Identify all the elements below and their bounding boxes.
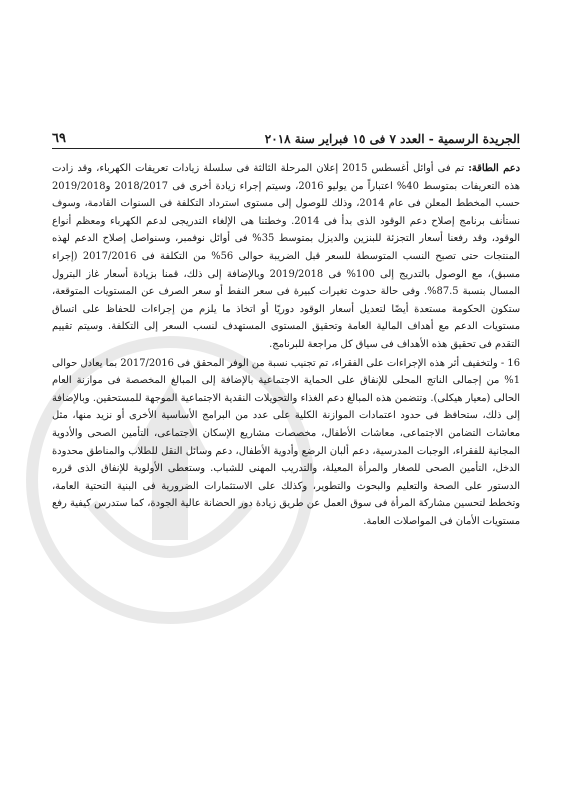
gazette-title: الجريدة الرسمية - العدد ٧ فى ١٥ فبراير سنة ٢٠١٨ bbox=[264, 132, 520, 146]
paragraph-energy-subsidy bbox=[52, 160, 520, 354]
page-number: ٦٩ bbox=[52, 131, 66, 146]
article-body bbox=[52, 160, 520, 530]
paragraph-text: 16 - ولتخفيف أثر هذه الإجراءات على الفقراء، تم تجنيب نسبة من الوفر المحقق فى 2017/2016 بما يعادل حوالى 1% من إجمالى الناتج المحلى للإنفاق على الحماية الاجتماعية بالإضافة إلى المبالغ المخصصة فى موازنة العام الحالى (معيار هيكلى). وتتضمن هذه المبالغ دعم الغذاء والتحويلات النقدية الاجتماعية الموجهة للمستحقين. وبالإضافة إلى ذلك، ستحافظ فى حدود اعتمادات الموازنة الكلية على عدد من البرامج الأساسية الأخرى أو نزيد منها، مثل معاشات التضامن الاجتماعى، معاشات الأطفال، مخصصات مشاريع الإسكان الاجتماعى، التأمين الصحى والأدوية المجانية للفقراء، الوجبات المدرسية، دعم ألبان الرضع وأدوية الأطفال، دعم وسائل النقل للطلاب والمناطق محدودة الدخل، التأمين الصحى للصغار والمرأة المعيلة، والتدريب المهنى للشباب. وستعطى الأولوية للإنفاق الذى قرره الدستور على الصحة والتعليم والبحوث والتطوير، وكذلك على الاستثمارات الضرورية فى البنية التحتية العامة، وتخطط لتحسين مشاركة المرأة فى سوق العمل عن طريق زيادة دور الحضانة عالية الجودة، كما ستدرس كيفية رفع مستويات الأمان فى المواصلات العامة. bbox=[52, 357, 520, 527]
paragraph-text: تم فى أوائل أغسطس 2015 إعلان المرحلة الثالثة فى سلسلة زيادات تعريفات الكهرباء، وقد زادت هذه التعريفات بمتوسط 40% اعتباراً من يوليو 2016، وسيتم إجراء زيادة أخرى فى 2018/2017 و2019/2018 حسب المخطط المعلن فى عام 2014، وذلك للوصول إلى مستوى استرداد التكلفة فى السنوات القادمة، وسوف نستأنف برنامج إصلاح دعم الوقود الذى بدأ فى 2014. وخطتنا هى الإلغاء التدريجى لدعم الكهرباء ومعظم أنواع الوقود، وقد رفعنا أسعار التجزئة للبنزين والديزل بمتوسط 35% فى أوائل نوفمبر، وسنواصل إصلاح الدعم لهذه المنتجات حتى تصبح النسب المتوسطة للسعر قبل الضريبة حوالى 56% من التكلفة فى 2017/2016 (إجراء مسبق)، مع الوصول بالتدريج إلى 100% فى 2019/2018 وبالإضافة إلى ذلك، قمنا بزيادة أسعار غاز البترول المسال بنسبة 87.5%. وفى حالة حدوث تغيرات كبيرة فى سعر النفط أو سعر الصرف عن المستويات المتوقعة، ستكون الحكومة مستعدة أيضًا لتعديل أسعار الوقود دوريًا أو اتخاذ ما يلزم من إجراءات للحفاظ على اتساق مستويات الدعم مع أهداف المالية العامة وتحقيق المستوى المستهدف لنسب السعر إلى التكلفة. وسيتم تقييم التقدم فى تحقيق هذه الأهداف فى سياق كل مراجعة للبرنامج. bbox=[52, 163, 520, 350]
page-header bbox=[52, 128, 520, 149]
paragraph-social-protection bbox=[52, 355, 520, 531]
paragraph-lead: دعم الطاقة: bbox=[468, 163, 521, 174]
page bbox=[52, 128, 520, 530]
